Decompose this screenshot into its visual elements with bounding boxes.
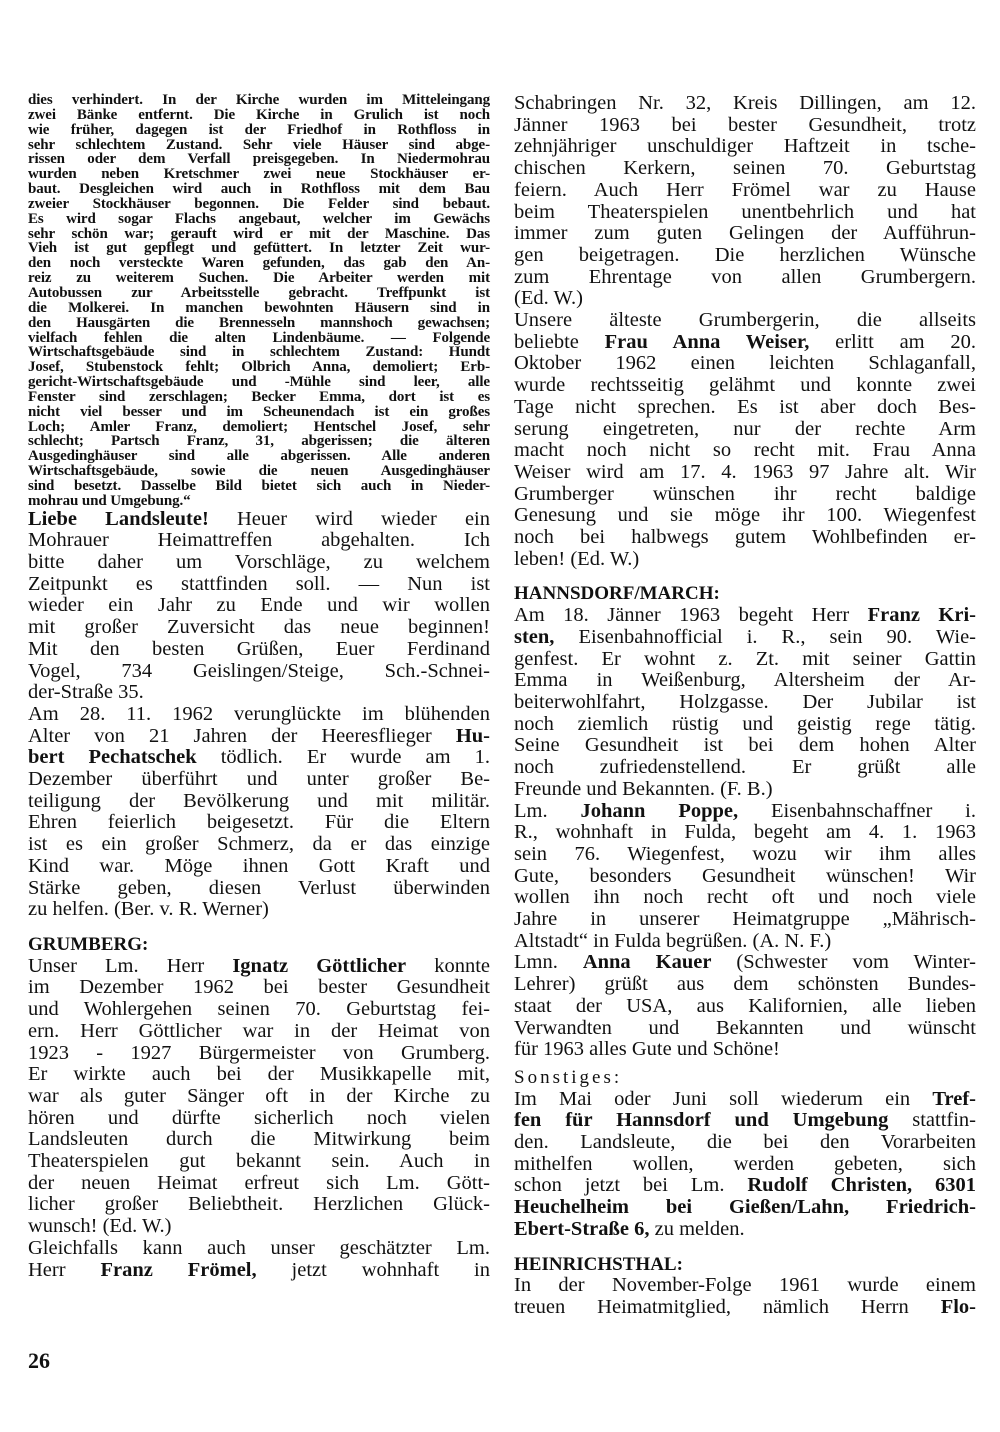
text-line bbox=[514, 527, 976, 549]
text-segment: Unser Lm. Herr bbox=[28, 954, 233, 977]
text-line bbox=[28, 138, 490, 153]
text-segment: Gute, besonders Gesundheit wünschen! Wir bbox=[514, 864, 976, 887]
text-line bbox=[514, 462, 976, 484]
text-segment: wunsch! (Ed. W.) bbox=[28, 1215, 172, 1238]
text-segment: schlecht; Partsch Franz, 31, abgerissen; die älteren bbox=[28, 433, 490, 450]
text-line bbox=[28, 167, 490, 182]
text-segment: der neuen Heimat erfreut sich Lm. Gött- bbox=[28, 1171, 490, 1194]
text-line bbox=[28, 227, 490, 242]
bold-name: Anna Kauer bbox=[582, 951, 712, 974]
text-line bbox=[514, 223, 976, 245]
text-line bbox=[28, 1260, 490, 1282]
text-line bbox=[514, 1018, 976, 1040]
text-segment: Genesung und sie möge ihr 100. Wiegenfest bbox=[514, 504, 976, 527]
text-line bbox=[28, 834, 490, 856]
text-segment: HEINRICHSTHAL: bbox=[514, 1253, 683, 1275]
text-segment: ern. Herr Göttlicher war in der Heimat von bbox=[28, 1019, 490, 1042]
text-line bbox=[28, 661, 490, 683]
text-segment: Eisenbahnschaffner i. bbox=[738, 799, 976, 822]
text-line bbox=[28, 390, 490, 405]
paragraph bbox=[514, 1275, 976, 1318]
text-segment: Sonstiges: bbox=[514, 1066, 623, 1088]
text-line bbox=[28, 405, 490, 420]
text-line bbox=[514, 1154, 976, 1176]
paragraph bbox=[514, 605, 976, 800]
text-line bbox=[514, 1132, 976, 1154]
section-heading bbox=[28, 934, 490, 956]
text-line bbox=[514, 136, 976, 158]
text-segment: Ausgedinghäuser sind alle abgerissen. Alle anderen bbox=[28, 448, 490, 465]
text-line bbox=[514, 1039, 976, 1061]
text-segment: Stärke geben, diesen Verlust überwinden bbox=[28, 876, 490, 899]
text-segment: (Ed. W.) bbox=[514, 287, 583, 310]
text-segment: und Wohlergehen seinen 70. Geburtstag fei- bbox=[28, 998, 490, 1021]
text-segment: HANNSDORF/MARCH: bbox=[514, 583, 720, 605]
text-line bbox=[28, 1194, 490, 1216]
text-segment: Mohrauer Heimattreffen abgehalten. Ich bbox=[28, 529, 490, 552]
text-line bbox=[28, 360, 490, 375]
text-line bbox=[28, 434, 490, 449]
text-line bbox=[28, 878, 490, 900]
text-segment: den Hausgärten die Brennesseln mannshoch gewachsen; bbox=[28, 314, 490, 331]
text-line bbox=[514, 1219, 976, 1241]
paragraph bbox=[28, 704, 490, 921]
section-heading bbox=[514, 583, 976, 605]
text-segment: Lm. bbox=[514, 799, 581, 822]
text-segment: Eisenbahnofficial i. R., sein 90. Wie- bbox=[554, 625, 976, 648]
bold-name: Hu- bbox=[455, 724, 490, 747]
text-segment: (Schwester vom Winter- bbox=[711, 951, 976, 974]
bold-name: Ignatz Göttlicher bbox=[232, 954, 407, 977]
text-segment: teiligung der Bevölkerung und mit militär. bbox=[28, 789, 490, 812]
text-line bbox=[514, 202, 976, 224]
text-segment: wieder ein Jahr zu Ende und wir wollen bbox=[28, 594, 490, 617]
text-segment: tödlich. Er wurde am 1. bbox=[196, 746, 490, 769]
text-line bbox=[28, 999, 490, 1021]
text-segment: Freunde und Bekannten. (F. B.) bbox=[514, 777, 773, 800]
text-segment: erlitt am 20. bbox=[809, 330, 976, 353]
text-line bbox=[28, 934, 490, 956]
text-line bbox=[514, 779, 976, 801]
text-segment: Oktober 1962 einen leichten Schlaganfall, bbox=[514, 352, 976, 375]
text-line bbox=[514, 670, 976, 692]
text-segment: licher großer Beliebtheit. Herzlichen Glück- bbox=[28, 1193, 490, 1216]
text-segment: Grumberger wünschen ihr recht baldige bbox=[514, 482, 976, 505]
paragraph bbox=[514, 952, 976, 1061]
text-line bbox=[28, 1021, 490, 1043]
left-column bbox=[28, 93, 490, 1281]
text-line bbox=[514, 158, 976, 180]
text-segment: gen beigetragen. Die herzlichen Wünsche bbox=[514, 243, 976, 266]
text-line bbox=[28, 271, 490, 286]
text-segment: Weiser wird am 17. 4. 1963 97 Jahre alt. Wir bbox=[514, 460, 976, 483]
text-segment: staat der USA, aus Kalifornien, alle lieben bbox=[514, 994, 976, 1017]
text-segment: beliebte bbox=[514, 330, 605, 353]
text-line bbox=[514, 844, 976, 866]
text-line bbox=[28, 375, 490, 390]
text-segment: Ehren feierlich beigesetzt. Für die Eltern bbox=[28, 811, 490, 834]
text-line bbox=[28, 464, 490, 479]
text-line bbox=[28, 1238, 490, 1260]
text-line bbox=[514, 419, 976, 441]
bold-name: Liebe Landsleute! bbox=[28, 507, 209, 530]
text-line bbox=[514, 692, 976, 714]
text-line bbox=[28, 449, 490, 464]
text-segment: In der November-Folge 1961 wurde einem bbox=[514, 1274, 976, 1297]
text-segment: zu melden. bbox=[649, 1217, 745, 1240]
text-line bbox=[28, 212, 490, 227]
text-segment: Theaterspielen gut bekannt sein. Auch in bbox=[28, 1150, 490, 1173]
text-line bbox=[514, 267, 976, 289]
text-segment: beiterwohlfahrt, Holzgasse. Der Jubilar ist bbox=[514, 690, 976, 713]
text-line bbox=[28, 574, 490, 596]
text-segment: für 1963 alles Gute und Schöne! bbox=[514, 1038, 780, 1061]
text-line bbox=[514, 1175, 976, 1197]
text-segment: reiz zu weiterem Suchen. Die Arbeiter werden mit bbox=[28, 270, 490, 287]
text-line bbox=[514, 605, 976, 627]
text-segment: Autobussen zur Arbeitsstelle gebracht. Treffpunkt ist bbox=[28, 284, 490, 301]
text-segment: noch zufriedenstellend. Er grüßt alle bbox=[514, 756, 976, 779]
text-line bbox=[28, 316, 490, 331]
text-segment: nicht viel besser und im Scheunendach ist ein großes bbox=[28, 403, 490, 420]
bold-name: Tref- bbox=[932, 1087, 976, 1110]
text-line bbox=[514, 909, 976, 931]
text-segment: Wirtschaftsgebäude, sowie die neuen Ausgedinghäuser bbox=[28, 463, 490, 480]
text-line bbox=[28, 956, 490, 978]
text-line bbox=[514, 1089, 976, 1111]
text-line bbox=[28, 1216, 490, 1238]
text-line bbox=[28, 617, 490, 639]
text-line bbox=[514, 887, 976, 909]
text-segment: mit großer Zuversicht das neue beginnen! bbox=[28, 616, 490, 639]
text-segment: macht noch nicht so recht mit. Frau Anna bbox=[514, 439, 976, 462]
text-segment: vielfach fehlen die alten Lindenbäume. — Folgende bbox=[28, 329, 490, 346]
text-segment: Es wird sogar Flachs angebaut, welcher im Gewächs bbox=[28, 210, 490, 227]
text-line bbox=[28, 152, 490, 167]
text-line bbox=[514, 310, 976, 332]
text-segment: treuen Heimatmitglied, nämlich Herrn bbox=[514, 1295, 941, 1318]
text-line bbox=[514, 583, 976, 605]
text-segment: schon jetzt bei Lm. bbox=[514, 1174, 748, 1197]
text-line bbox=[28, 812, 490, 834]
text-segment: Herr bbox=[28, 1258, 101, 1281]
text-line bbox=[28, 108, 490, 123]
text-segment: zweier Stockhäuser begonnen. Die Felder sind bebaut. bbox=[28, 195, 490, 212]
text-segment: genfest. Er wohnt z. Zt. mit seiner Gattin bbox=[514, 647, 976, 670]
text-segment: Mit den besten Grüßen, Euer Ferdinand bbox=[28, 637, 490, 660]
text-line bbox=[28, 856, 490, 878]
text-line bbox=[28, 682, 490, 704]
text-line bbox=[28, 479, 490, 494]
text-line bbox=[28, 530, 490, 552]
text-segment: Lmn. bbox=[514, 951, 583, 974]
text-line bbox=[514, 1110, 976, 1132]
text-line bbox=[514, 1067, 976, 1089]
text-line bbox=[514, 288, 976, 310]
text-line bbox=[514, 996, 976, 1018]
paragraph bbox=[28, 1238, 490, 1281]
text-line bbox=[514, 353, 976, 375]
text-segment: Schabringen Nr. 32, Kreis Dillingen, am 12. bbox=[514, 92, 976, 114]
text-segment: R., wohnhaft in Fulda, begeht am 4. 1. 1963 bbox=[514, 821, 976, 844]
text-segment: konnte bbox=[406, 954, 491, 977]
text-segment: sehr schlechtem Zustand. Sehr viele Häuser sind abge- bbox=[28, 136, 490, 153]
text-line bbox=[514, 245, 976, 267]
text-segment: Jänner 1963 bei bester Gesundheit, trotz bbox=[514, 113, 976, 136]
text-segment: jetzt wohnhaft in bbox=[256, 1258, 490, 1281]
text-line bbox=[28, 1108, 490, 1130]
text-segment: GRUMBERG: bbox=[28, 933, 149, 955]
text-line bbox=[28, 420, 490, 435]
text-segment: Kind war. Möge ihnen Gott Kraft und bbox=[28, 854, 490, 877]
text-segment: wurde rechtsseitig gelähmt und konnte zwei bbox=[514, 374, 976, 397]
page-number: 26 bbox=[28, 1348, 50, 1373]
text-segment: gericht-Wirtschaftsgebäude und -Mühle sind leer, alle bbox=[28, 374, 490, 391]
text-segment: dies verhindert. In der Kirche wurden im Mitteleingang bbox=[28, 92, 490, 108]
text-line bbox=[514, 549, 976, 571]
text-line bbox=[28, 1043, 490, 1065]
text-segment: rissen oder dem Verfall preisgegeben. In Niedermohrau bbox=[28, 151, 490, 168]
text-line bbox=[28, 123, 490, 138]
text-line bbox=[28, 1064, 490, 1086]
text-segment: Alter von 21 Jahren der Heeresflieger bbox=[28, 724, 456, 747]
bold-name: Johann Poppe, bbox=[580, 799, 739, 822]
paragraph bbox=[514, 310, 976, 570]
bold-name: Franz Kri- bbox=[867, 604, 976, 627]
text-line bbox=[28, 704, 490, 726]
text-segment: Unsere älteste Grumbergerin, die allseits bbox=[514, 309, 976, 332]
bold-name: Flo- bbox=[940, 1295, 976, 1318]
text-segment: Vogel, 734 Geislingen/Steige, Sch.-Schnei- bbox=[28, 659, 490, 682]
text-segment: zu helfen. (Ber. v. R. Werner) bbox=[28, 898, 269, 921]
text-segment: zum Ehrentage von allen Grumbergern. bbox=[514, 265, 976, 288]
text-segment: den noch versteckte Waren gefunden, das gab den An- bbox=[28, 255, 490, 272]
text-line bbox=[514, 93, 976, 115]
text-line bbox=[28, 747, 490, 769]
paragraph bbox=[514, 801, 976, 953]
text-line bbox=[28, 256, 490, 271]
text-line bbox=[514, 484, 976, 506]
bold-name: sten, bbox=[514, 625, 555, 648]
text-line bbox=[514, 735, 976, 757]
text-segment: im Dezember 1962 bei bester Gesundheit bbox=[28, 976, 490, 999]
bold-name: bert Pechatschek bbox=[28, 746, 197, 769]
paragraph bbox=[28, 956, 490, 1238]
text-segment: mithelfen wollen, werden gebeten, sich bbox=[514, 1152, 976, 1175]
text-line bbox=[514, 714, 976, 736]
text-line bbox=[514, 397, 976, 419]
text-line bbox=[514, 627, 976, 649]
text-line bbox=[514, 931, 976, 953]
text-line bbox=[28, 197, 490, 212]
text-line bbox=[28, 1151, 490, 1173]
text-line bbox=[514, 1197, 976, 1219]
text-line bbox=[28, 286, 490, 301]
bold-name: Heuchelheim bei Gießen/Lahn, Friedrich- bbox=[514, 1196, 976, 1219]
text-segment: bitte daher um Vorschläge, zu welchem bbox=[28, 551, 490, 574]
text-segment: hören und dürfte sicherlich noch vielen bbox=[28, 1106, 490, 1129]
text-segment: Tage nicht sprechen. Es ist aber doch Bes- bbox=[514, 395, 976, 418]
text-segment: Heuer wird wieder ein bbox=[208, 507, 490, 530]
section-heading bbox=[514, 1254, 976, 1276]
text-line bbox=[514, 440, 976, 462]
text-line bbox=[28, 639, 490, 661]
text-segment: beim Theaterspielen unentbehrlich und hat bbox=[514, 200, 976, 223]
text-line bbox=[28, 1173, 490, 1195]
text-line bbox=[514, 866, 976, 888]
text-segment: immer zum guten Gelingen der Aufführun- bbox=[514, 222, 976, 245]
bold-name: fen für Hannsdorf und Umgebung bbox=[514, 1109, 889, 1132]
text-segment: die Molkerei. In manchen bewohnten Häusern sind in bbox=[28, 299, 490, 316]
text-segment: wie früher, dagegen ist der Friedhof in Rothfloss in bbox=[28, 121, 490, 138]
text-line bbox=[514, 180, 976, 202]
text-segment: Fenster sind zerschlagen; Becker Emma, dort ist es bbox=[28, 388, 490, 405]
text-segment: Seine Gesundheit ist bei dem hohen Alter bbox=[514, 734, 976, 757]
text-line bbox=[28, 899, 490, 921]
bold-name: Ebert-Straße 6, bbox=[514, 1217, 650, 1240]
text-segment: Loch; Amler Franz, demoliert; Hentschel Josef, sehr bbox=[28, 418, 490, 435]
text-segment: Lehrer) grüßt aus dem schönsten Bundes- bbox=[514, 973, 976, 996]
text-segment: Im Mai oder Juni soll wiederum ein bbox=[514, 1087, 933, 1110]
text-line bbox=[514, 505, 976, 527]
text-line bbox=[28, 726, 490, 748]
text-line bbox=[28, 1129, 490, 1151]
text-segment: leben! (Ed. W.) bbox=[514, 547, 640, 570]
text-line bbox=[28, 791, 490, 813]
text-segment: wurden neben Kretschmer zwei neue Stockhäuser er- bbox=[28, 166, 490, 183]
text-line bbox=[514, 115, 976, 137]
text-segment: Landsleuten durch die Mitwirkung beim bbox=[28, 1128, 490, 1151]
text-line bbox=[28, 301, 490, 316]
text-line bbox=[28, 509, 490, 531]
text-line bbox=[28, 345, 490, 360]
text-segment: Josef, Stubenstock fehlt; Olbrich Anna, demoliert; Erb- bbox=[28, 359, 490, 376]
text-line bbox=[514, 1275, 976, 1297]
right-column bbox=[514, 93, 976, 1319]
text-line bbox=[28, 93, 490, 108]
text-segment: Altstadt“ in Fulda begrüßen. (A. N. F.) bbox=[514, 929, 832, 952]
text-segment: Zeitpunkt es stattfinden soll. — Nun ist bbox=[28, 572, 490, 595]
text-line bbox=[28, 769, 490, 791]
text-segment: Wirtschaftsgebäude sind in schlechtem Zustand: Hundt bbox=[28, 344, 490, 361]
text-line bbox=[28, 182, 490, 197]
text-line bbox=[28, 494, 490, 509]
paragraph bbox=[514, 93, 976, 310]
text-segment: mohrau und Umgebung.“ bbox=[28, 492, 191, 509]
text-line bbox=[514, 1254, 976, 1276]
text-segment: Emma in Weißenburg, Altersheim der Ar- bbox=[514, 669, 976, 692]
text-segment: sein 76. Wiegenfest, wozu wir ihm alles bbox=[514, 842, 976, 865]
text-segment: chischen Kerkern, seinen 70. Geburtstag bbox=[514, 157, 976, 180]
text-segment: sehr schön war; gerauft wird er mit der Maschine. Das bbox=[28, 225, 490, 242]
text-line bbox=[514, 757, 976, 779]
bold-name: Franz Frömel, bbox=[100, 1258, 257, 1281]
text-segment: Er wirkte auch bei der Musikkapelle mit, bbox=[28, 1063, 490, 1086]
text-segment: war als guter Sänger oft in der Kirche zu bbox=[28, 1084, 490, 1107]
text-segment: feiern. Auch Herr Frömel war zu Hause bbox=[514, 178, 976, 201]
text-segment: der-Straße 35. bbox=[28, 681, 144, 704]
text-segment: zwei Bänke entfernt. Die Kirche in Grulich ist noch bbox=[28, 106, 490, 123]
text-segment: Verwandten und Bekannten und wünscht bbox=[514, 1016, 976, 1039]
text-segment: stattfin- bbox=[888, 1109, 976, 1132]
text-line bbox=[514, 1297, 976, 1319]
text-segment: serung eingetreten, nur der rechte Arm bbox=[514, 417, 976, 440]
text-line bbox=[514, 649, 976, 671]
text-segment: noch ziemlich rüstig und geistig rege tätig. bbox=[514, 712, 976, 735]
text-line bbox=[514, 375, 976, 397]
text-segment: Jahre in unserer Heimatgruppe „Mährisch- bbox=[514, 908, 976, 931]
text-segment: Vieh ist gut gepflegt und gefüttert. In letzter Zeit wur- bbox=[28, 240, 490, 257]
text-segment: Am 18. Jänner 1963 begeht Herr bbox=[514, 604, 868, 627]
bold-name: Rudolf Christen, 6301 bbox=[747, 1174, 976, 1197]
text-line bbox=[514, 822, 976, 844]
text-line bbox=[514, 974, 976, 996]
paragraph bbox=[514, 1089, 976, 1241]
text-line bbox=[28, 1086, 490, 1108]
text-segment: den. Landsleute, die bei den Vorarbeiten bbox=[514, 1131, 976, 1154]
text-segment: Gleichfalls kann auch unser geschätzter Lm. bbox=[28, 1236, 490, 1259]
text-line bbox=[28, 552, 490, 574]
text-segment: Dezember überführt und unter großer Be- bbox=[28, 768, 490, 791]
text-line bbox=[28, 331, 490, 346]
text-line bbox=[28, 977, 490, 999]
text-segment: baut. Desgleichen wird auch in Rothfloss mit dem Bau bbox=[28, 181, 490, 198]
section-heading bbox=[514, 1067, 976, 1089]
text-segment: wollen ihn noch recht oft und noch viele bbox=[514, 886, 976, 909]
text-segment: 1923 - 1927 Bürgermeister von Grumberg. bbox=[28, 1041, 490, 1064]
text-segment: Am 28. 11. 1962 verunglückte im blühenden bbox=[28, 702, 490, 725]
text-line bbox=[514, 332, 976, 354]
text-segment: ist es ein großer Schmerz, da er das einzige bbox=[28, 833, 490, 856]
text-line bbox=[514, 952, 976, 974]
text-line bbox=[514, 801, 976, 823]
text-line bbox=[28, 595, 490, 617]
paragraph bbox=[28, 93, 490, 509]
text-segment: sind besetzt. Dasselbe Bild bietet sich auch in Nieder- bbox=[28, 477, 490, 494]
bold-name: Frau Anna Weiser, bbox=[604, 330, 810, 353]
paragraph bbox=[28, 509, 490, 704]
text-line bbox=[28, 241, 490, 256]
text-segment: noch bei halbwegs gutem Wohlbefinden er- bbox=[514, 526, 976, 549]
text-segment: zehnjähriger unschuldiger Haftzeit in tsche- bbox=[514, 135, 976, 158]
